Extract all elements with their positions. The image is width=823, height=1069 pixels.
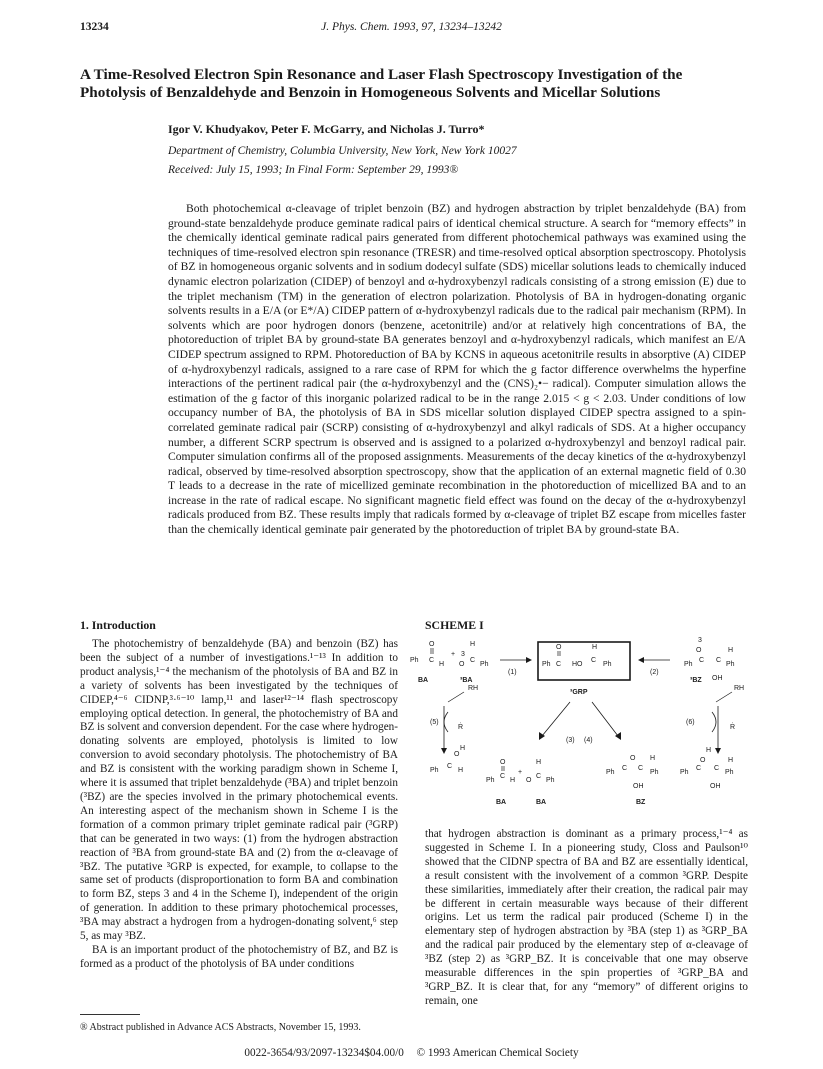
atom-label: H [439,661,445,668]
label-ba: BA [418,677,429,684]
atom-label: OH [712,675,723,682]
step-label: (6) [686,719,695,726]
reaction-scheme [400,632,750,822]
intro-paragraph: The photochemistry of benzaldehyde (BA) and benzoin (BZ) has been the subject of a number of investigations.¹⁻¹³ In addition to product analysis,¹⁻⁴ the mechanism of the photolysis of BA and BZ in a variety of solvents has been investigated by the techniques of CIDEP,⁴⁻⁶ CIDNP,³·⁶⁻¹⁰ lamp,¹¹ and laser¹²⁻¹⁴ flash spectroscopy employing optical detection. In general, the photochemistry of BA and BZ is solvent and conversion dependent. For the case where hydrogen-donating solvents are employed, photolysis is limited to low conversion to avoid secondary photolysis. The photochemistry of BA and BZ is consistent with the working paradigm shown in Scheme I, where it is assumed that triplet benzaldehyde (³BA) and triplet benzoin (³BZ) are the species involved in the primary photochemical events. An interesting aspect of the mechanism shown in Scheme I is the formation of a common primary triplet geminate radical pair (³GRP) that can be generated in two ways: (1) from the hydrogen abstraction reaction of ³BA from ground-state BA and (2) from the α-cleavage of ³BZ. The putative ³GRP is expected, for example, to collapse to the same set of products (disproportionation to form BA and combination to form BZ, steps 3 and 4 in the Scheme I), independent of the origin of generation. In addition to these primary photochemical processes, ³BA may abstract a hydrogen from a hydrogen-donating solvent,⁶ step 5, as may ³BZ. [80,638,398,943]
label-ba: BA [496,799,507,806]
atom-label: Ph [725,769,734,776]
label-r-dot: Ṙ [458,724,464,731]
scheme-title: SCHEME I [425,618,484,632]
atom-label: Ph [650,769,659,776]
article-code: 0022-3654/93/2097-13234$04.00/0 [244,1047,404,1059]
atom-label: C [591,657,597,664]
atom-label: C [696,765,702,772]
structure-triplet-bz [684,637,735,684]
atom-label: C [447,763,453,770]
plus-sign: + [451,651,456,658]
label-rh: RH [468,685,479,692]
label-bz: BZ [636,799,646,806]
atom-label: Ph [542,661,551,668]
affiliation: Department of Chemistry, Columbia University, New York, New York 10027 [168,145,517,157]
right-column [425,828,748,1009]
atom-label: O [700,757,706,764]
author-list: Igor V. Khudyakov, Peter F. McGarry, and Nicholas J. Turro* [168,122,485,136]
atom-label: H [650,755,656,762]
body-paragraph: that hydrogen abstraction is dominant as a primary process,¹⁻⁴ as suggested in Scheme I. In a pioneering study, Closs and Paulson¹⁰ showed that the CIDNP spectra of BA and BZ are essentially identical, a result consistent with the involvement of a common ³GRP. Despite these similarities, immediately after their creation, the radical pair may be different in certain measurable ways because of their different origins. Let us term the radical pair produced (Scheme I) in the elementary step of hydrogen abstraction by ³BA (step 1) as ³GRP_BA and the radical pair produced by the elementary step of α-cleavage of ³BZ (step 2) as ³GRP_BZ. It is conceivable that one may observe measurable differences in the spin properties of ³GRP_BA and ³GRP_BZ. It is clear that, for any “memory” of different origins to remain, one [425,828,748,1007]
atom-label: H [458,767,464,774]
atom-label: Ph [546,777,555,784]
atom-label: Ph [480,661,489,668]
atom-label: H [572,661,578,668]
atom-label: Ph [410,657,419,664]
atom-label: 3 [461,651,465,658]
atom-label: Ph [603,661,612,668]
abstract: Both photochemical α-cleavage of triplet benzoin (BZ) and hydrogen abstraction by triplet benzaldehyde (BA) from ground-state benzaldehyde produce geminate radical pairs of identical chemical structure. A search for “memory effects” in the chemically identical geminate radical pairs generated from different photochemical pathways was examined using the techniques of time-resolved electron spin resonance (TRESR) and time-resolved optical absorption spectroscopy. Photolysis of BZ in homogeneous organic solvents and in sodium dodecyl sulfate (SDS) micellar solutions leads to chemically induced dynamic electron polarization (CIDEP) of benzoyl and α-hydroxybenzyl radicals consisting of a strong emission (E) due to the triplet mechanism (TM) in the generation of electron polarization. Photolysis of BA in hydrogen-donating organic solvents results in a E/A (or E*/A) CIDEP pattern of α-hydroxybenzyl radicals due to the radical pair mechanism (RPM). In solvents which are poor hydrogen donors (benzene, acetonitrile) and/or at relatively high concentrations of BA, the photoreduction of triplet BA by ground-state BA generates benzoyl and α-hydroxybenzyl radicals, which manifest an E/A CIDEP spectrum assigned to RPM. Photoreduction of BA by KCNS in aqueous acetonitrile results in absorptive (A) CIDEP of α-hydroxybenzyl radicals, assigned to a rare case of RPM for which the g factor difference overwhelms the hyperfine interactions of the pertinent radical pair (the α-hydroxybenzyl and the (CNS)₂•− radical). Computer simulation allows the estimation of the g factor of this inorganic polarized radical to be in the range 2.015 < g < 2.03. Under conditions of low occupancy number of BA, the photolysis of BA in SDS micellar solution displayed CIDEP spectra assigned to a spin-correlated geminate radical pair (SCRP) consisting of α-hydroxybenzyl and alkyl radicals of SDS. At a higher occupancy number, a different SCRP spectrum is observed and is assigned to a polarized α-hydroxybenzyl and benzoyl radical pair. Computer simulation confirms all of the proposed assignments. Measurements of the decay kinetics of the α-hydroxybenzyl radical, observed by time-resolved absorption spectroscopy, show that the application of an external magnetic field of 0.30 T leads to a decrease in the rate of micellized geminate recombination in the photoreduction of micellized BA and to an increase in the rate of radical escape. No significant magnetic field effect was found on the decay of the α-hydroxybenzyl radicals produced from BZ. These results imply that radicals formed by α-cleavage of triplet BZ escape from micelles faster than the chemically identical geminate pair generated by the photoreduction of triplet BA by ground-state BA. [168,202,746,537]
page-footer [0,1047,823,1059]
atom-label: C [714,765,720,772]
atom-label: H [706,747,712,754]
atom-label: O [577,661,583,668]
label-rh: RH [734,685,745,692]
atom-label: H [460,745,466,752]
atom-label: Ph [680,769,689,776]
atom-label: OH [710,783,721,790]
grp-box [538,642,630,680]
atom-label: Ph [606,769,615,776]
label-ba: BA [536,799,547,806]
atom-label: C [556,661,562,668]
footnote: ® Abstract published in Advance ACS Abstracts, November 15, 1993. [80,1022,361,1033]
atom-label: O [454,751,460,758]
atom-label: H [510,777,516,784]
atom-label: OH [633,783,644,790]
label-triplet-grp: ³GRP [570,689,588,696]
atom-label: O [526,777,532,784]
step-label: (3) [566,737,575,744]
atom-label: H [728,647,734,654]
atom-label: O [429,641,435,648]
step-label: (2) [650,669,659,676]
section-heading: 1. Introduction [80,618,156,632]
atom-label: H [536,759,542,766]
atom-label: O [630,755,636,762]
atom-label: Ph [726,661,735,668]
page-number: 13234 [80,21,109,33]
atom-label: H [470,641,476,648]
atom-label: C [536,773,542,780]
atom-label: O [556,644,562,651]
copyright: © 1993 American Chemical Society [416,1047,579,1059]
atom-label: C [699,657,705,664]
atom-label: H [728,757,734,764]
label-r-dot: Ṙ [730,724,736,731]
plus-sign: + [518,769,523,776]
atom-label: C [429,657,435,664]
atom-label: C [638,765,644,772]
atom-label: C [716,657,722,664]
intro-paragraph: BA is an important product of the photochemistry of BZ, and BZ is formed as a product of the photolysis of BA under conditions [80,943,398,970]
step-label: (1) [508,669,517,676]
atom-label: C [622,765,628,772]
article-title: A Time-Resolved Electron Spin Resonance and Laser Flash Spectroscopy Investigation of the Photolysis of Benzaldehyde and Benzoin in Homogeneous Solvents and Micellar Solutions [80,66,683,101]
atom-label: C [470,657,476,664]
structure-ba-plus-triplet-ba [410,641,489,684]
atom-label: O [459,661,465,668]
received-dates: Received: July 15, 1993; In Final Form: September 29, 1993® [168,164,459,176]
left-column [80,638,398,972]
atom-label: Ph [684,661,693,668]
atom-label: Ph [486,777,495,784]
step-label: (5) [430,719,439,726]
atom-label: O [696,647,702,654]
footnote-rule [80,1014,140,1015]
atom-label: H [592,644,598,651]
atom-label: 3 [698,637,702,644]
atom-label: O [500,759,506,766]
journal-citation: J. Phys. Chem. 1993, 97, 13234–13242 [321,21,502,33]
label-triplet-ba: ³BA [460,677,473,684]
step-label: (4) [584,737,593,744]
atom-label: C [500,773,506,780]
label-triplet-bz: ³BZ [690,677,702,684]
atom-label: Ph [430,767,439,774]
